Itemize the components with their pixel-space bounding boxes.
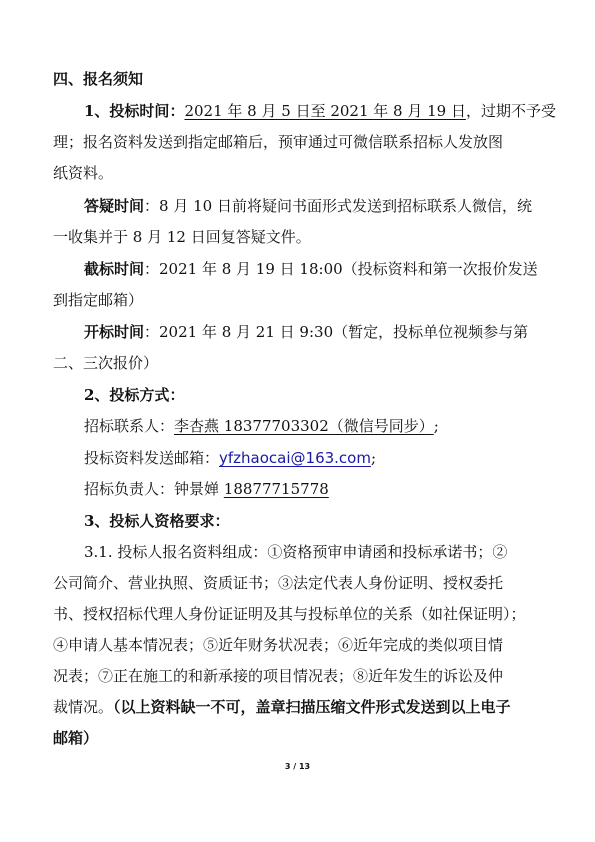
contact-line: 招标联系人：李杏燕 18377703302（微信号同步）; bbox=[84, 417, 439, 435]
email-line: 投标资料发送邮箱：yfzhaocai@163.com; bbox=[84, 449, 377, 467]
bid-time-line: 1、投标时间：2021 年 8 月 5 日至 2021 年 8 月 19 日，过期不予受 bbox=[84, 102, 556, 120]
section-heading: 四、报名须知 bbox=[53, 70, 144, 88]
opening-line-2: 二、三次报价） bbox=[53, 354, 159, 372]
bid-time-line-3: 纸资料。 bbox=[53, 164, 114, 182]
email-label: 投标资料发送邮箱： bbox=[84, 449, 220, 467]
qa-time-line: 答疑时间：8 月 10 日前将疑问书面形式发送到招标联系人微信，统 bbox=[84, 197, 532, 215]
qa-time-line-2: 一收集并于 8 月 12 日回复答疑文件。 bbox=[53, 228, 311, 246]
manager-label: 招标负责人： bbox=[84, 480, 175, 498]
qualification-line-3: 书、授权招标代理人身份证证明及其与投标单位的关系（如社保证明）； bbox=[53, 605, 526, 623]
bid-method-heading: 2、投标方式： bbox=[84, 386, 185, 404]
email-link[interactable]: yfzhaocai@163.com bbox=[219, 449, 371, 467]
qualification-note: （以上资料缺一不可，盖章扫描压缩文件形式发送到以上电子 bbox=[113, 698, 511, 716]
qualification-line-6: 裁情况。（以上资料缺一不可，盖章扫描压缩文件形式发送到以上电子 bbox=[53, 698, 511, 716]
contact-value: 李杏燕 18377703302（微信号同步） bbox=[174, 417, 434, 435]
manager-name: 钟景婵 bbox=[174, 480, 224, 498]
qualification-line-1: 3.1. 投标人报名资料组成：①资格预审申请函和投标承诺书；② bbox=[84, 543, 508, 561]
manager-phone: 18877715778 bbox=[223, 480, 329, 498]
bid-time-label: 1、投标时间 bbox=[84, 102, 170, 120]
opening-label: 开标时间 bbox=[84, 323, 145, 341]
opening-line: 开标时间：2021 年 8 月 21 日 9:30（暂定，投标单位视频参与第 bbox=[84, 323, 529, 341]
qualification-heading: 3、投标人资格要求： bbox=[84, 512, 230, 530]
qualification-line-2: 公司简介、营业执照、资质证书；③法定代表人身份证明、授权委托 bbox=[53, 574, 504, 592]
page-number: 3 / 13 bbox=[284, 762, 311, 771]
deadline-label: 截标时间 bbox=[84, 260, 145, 278]
deadline-line: 截标时间：2021 年 8 月 19 日 18:00（投标资料和第一次报价发送 bbox=[84, 260, 538, 278]
bid-time-period: 2021 年 8 月 5 日至 2021 年 8 月 19 日 bbox=[184, 102, 466, 120]
qualification-line-7: 邮箱） bbox=[53, 729, 99, 747]
qualification-line-5: 况表；⑦正在施工的和新承接的项目情况表；⑧近年发生的诉讼及仲 bbox=[53, 667, 504, 685]
qualification-line-4: ④申请人基本情况表；⑤近年财务状况表；⑥近年完成的类似项目情 bbox=[53, 636, 504, 654]
manager-line bbox=[0, 478, 595, 500]
deadline-line-2: 到指定邮箱） bbox=[53, 291, 144, 309]
bid-time-line-2: 理；报名资料发送到指定邮箱后，预审通过可微信联系招标人发放图 bbox=[53, 133, 504, 151]
contact-label: 招标联系人： bbox=[84, 417, 175, 435]
qa-time-label: 答疑时间 bbox=[84, 197, 145, 215]
